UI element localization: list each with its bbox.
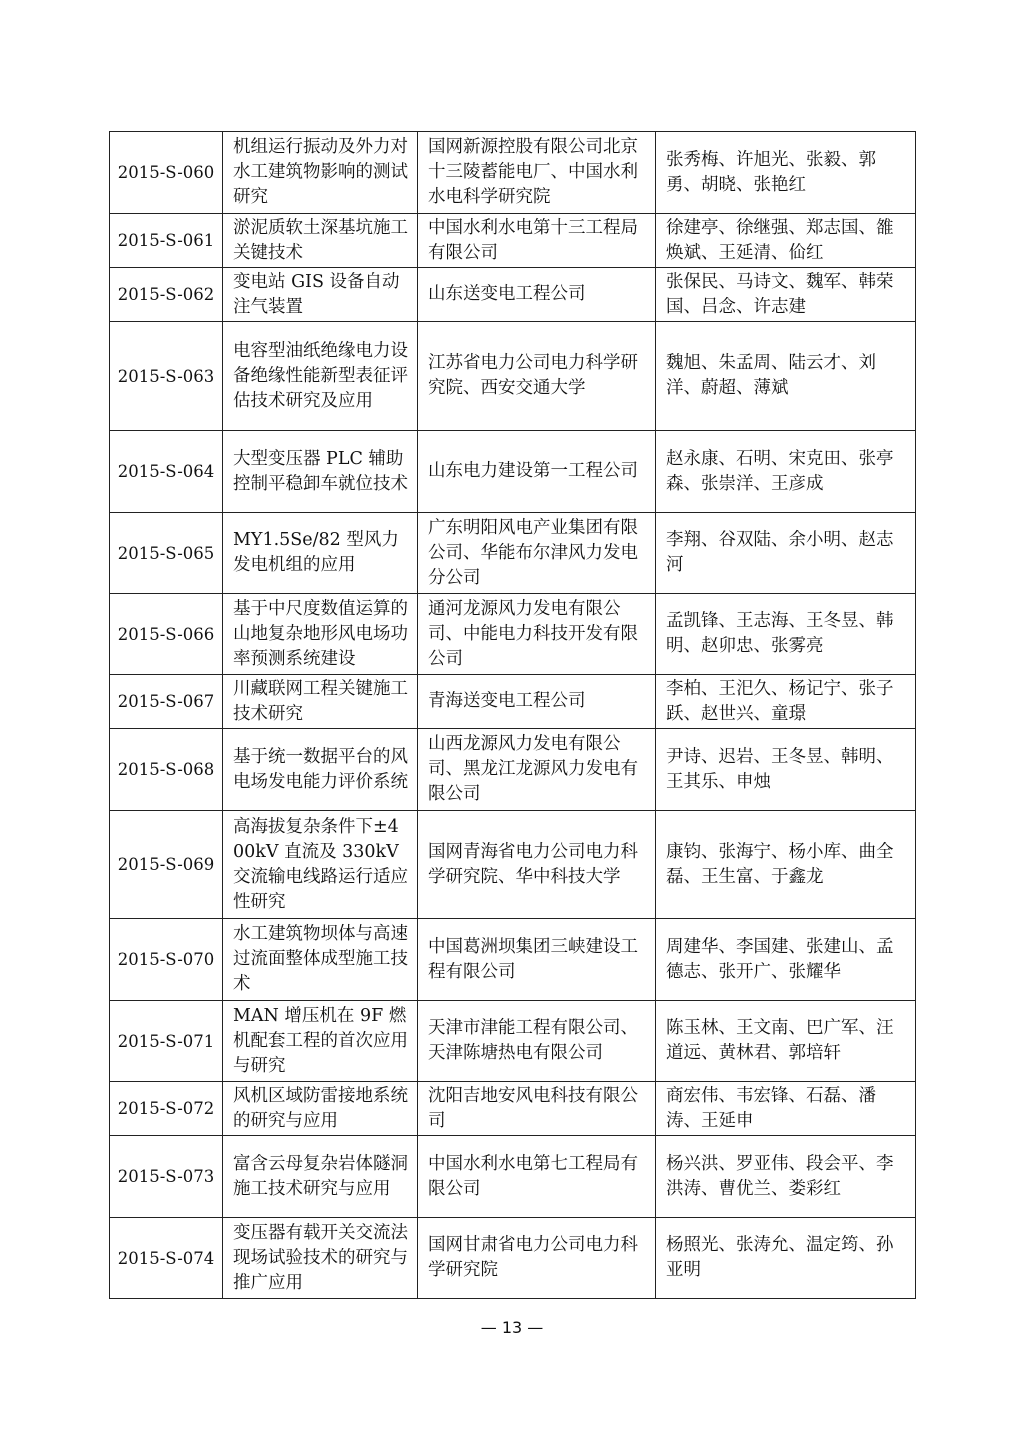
project-code-cell: 2015-S-063 (110, 322, 223, 431)
organization-cell: 通河龙源风力发电有限公司、中能电力科技开发有限公司 (418, 594, 656, 675)
project-name-cell: 基于统一数据平台的风电场发电能力评价系统 (223, 729, 418, 811)
personnel-cell: 赵永康、石明、宋克田、张亭森、张崇洋、王彦成 (656, 431, 916, 513)
project-name-cell: 基于中尺度数值运算的山地复杂地形风电场功率预测系统建设 (223, 594, 418, 675)
personnel-cell: 商宏伟、韦宏锋、石磊、潘涛、王延申 (656, 1082, 916, 1136)
project-name-cell: 机组运行振动及外力对水工建筑物影响的测试研究 (223, 132, 418, 214)
personnel-cell: 尹诗、迟岩、王冬昱、韩明、王其乐、申烛 (656, 729, 916, 811)
project-name-cell: MY1.5Se/82 型风力发电机组的应用 (223, 513, 418, 594)
project-code-cell: 2015-S-069 (110, 811, 223, 919)
table-row (110, 268, 916, 322)
personnel-cell: 张保民、马诗文、魏军、韩荣国、吕念、许志建 (656, 268, 916, 322)
organization-cell: 国网甘肃省电力公司电力科学研究院 (418, 1218, 656, 1299)
project-name-cell: 川藏联网工程关键施工技术研究 (223, 675, 418, 729)
table-row (110, 132, 916, 214)
project-code-cell: 2015-S-061 (110, 214, 223, 268)
project-code-cell: 2015-S-070 (110, 919, 223, 1001)
project-code-cell: 2015-S-068 (110, 729, 223, 811)
organization-cell: 山东电力建设第一工程公司 (418, 431, 656, 513)
award-table (109, 131, 916, 1299)
organization-cell: 国网新源控股有限公司北京十三陵蓄能电厂、中国水利水电科学研究院 (418, 132, 656, 214)
organization-cell: 国网青海省电力公司电力科学研究院、华中科技大学 (418, 811, 656, 919)
project-name-cell: 高海拔复杂条件下±400kV 直流及 330kV 交流输电线路运行适应性研究 (223, 811, 418, 919)
project-name-cell: 变压器有载开关交流法现场试验技术的研究与推广应用 (223, 1218, 418, 1299)
organization-cell: 山东送变电工程公司 (418, 268, 656, 322)
table-row (110, 1218, 916, 1299)
personnel-cell: 张秀梅、许旭光、张毅、郭勇、胡晓、张艳红 (656, 132, 916, 214)
personnel-cell: 康钧、张海宁、杨小库、曲全磊、王生富、于鑫龙 (656, 811, 916, 919)
project-name-cell: 大型变压器 PLC 辅助控制平稳卸车就位技术 (223, 431, 418, 513)
project-name-cell: 风机区域防雷接地系统的研究与应用 (223, 1082, 418, 1136)
organization-cell: 中国水利水电第十三工程局有限公司 (418, 214, 656, 268)
project-code-cell: 2015-S-060 (110, 132, 223, 214)
project-code-cell: 2015-S-064 (110, 431, 223, 513)
project-code-cell: 2015-S-067 (110, 675, 223, 729)
project-name-cell: 淤泥质软土深基坑施工关键技术 (223, 214, 418, 268)
organization-cell: 广东明阳风电产业集团有限公司、华能布尔津风力发电分公司 (418, 513, 656, 594)
table-row (110, 729, 916, 811)
table-row (110, 1136, 916, 1218)
table-row (110, 1082, 916, 1136)
personnel-cell: 魏旭、朱孟周、陆云才、刘洋、蔚超、薄斌 (656, 322, 916, 431)
organization-cell: 青海送变电工程公司 (418, 675, 656, 729)
project-code-cell: 2015-S-074 (110, 1218, 223, 1299)
personnel-cell: 孟凯锋、王志海、王冬昱、韩明、赵卯忠、张雾亮 (656, 594, 916, 675)
project-name-cell: 电容型油纸绝缘电力设备绝缘性能新型表征评估技术研究及应用 (223, 322, 418, 431)
table-row (110, 675, 916, 729)
project-name-cell: MAN 增压机在 9F 燃机配套工程的首次应用与研究 (223, 1001, 418, 1082)
project-code-cell: 2015-S-066 (110, 594, 223, 675)
table-row (110, 594, 916, 675)
table-row (110, 919, 916, 1001)
table-row (110, 811, 916, 919)
project-name-cell: 富含云母复杂岩体隧洞施工技术研究与应用 (223, 1136, 418, 1218)
personnel-cell: 李柏、王汜久、杨记宁、张子跃、赵世兴、童璟 (656, 675, 916, 729)
table-body (110, 132, 916, 1299)
organization-cell: 沈阳吉地安风电科技有限公司 (418, 1082, 656, 1136)
project-code-cell: 2015-S-071 (110, 1001, 223, 1082)
table-row (110, 322, 916, 431)
organization-cell: 江苏省电力公司电力科学研究院、西安交通大学 (418, 322, 656, 431)
personnel-cell: 杨照光、张涛允、温定筠、孙亚明 (656, 1218, 916, 1299)
table-row (110, 214, 916, 268)
project-code-cell: 2015-S-072 (110, 1082, 223, 1136)
organization-cell: 天津市津能工程有限公司、天津陈塘热电有限公司 (418, 1001, 656, 1082)
project-code-cell: 2015-S-062 (110, 268, 223, 322)
table-row (110, 431, 916, 513)
project-name-cell: 变电站 GIS 设备自动注气装置 (223, 268, 418, 322)
personnel-cell: 陈玉林、王文南、巴广军、汪道远、黄林君、郭培轩 (656, 1001, 916, 1082)
project-code-cell: 2015-S-065 (110, 513, 223, 594)
organization-cell: 中国水利水电第七工程局有限公司 (418, 1136, 656, 1218)
personnel-cell: 杨兴洪、罗亚伟、段会平、李洪涛、曹优兰、娄彩红 (656, 1136, 916, 1218)
personnel-cell: 徐建亭、徐继强、郑志国、雒焕斌、王延清、佡红 (656, 214, 916, 268)
page-number: — 13 — (480, 1318, 544, 1337)
table-row (110, 1001, 916, 1082)
project-name-cell: 水工建筑物坝体与高速过流面整体成型施工技术 (223, 919, 418, 1001)
personnel-cell: 李翔、谷双陆、余小明、赵志河 (656, 513, 916, 594)
table-row (110, 513, 916, 594)
personnel-cell: 周建华、李国建、张建山、孟德志、张开广、张耀华 (656, 919, 916, 1001)
project-code-cell: 2015-S-073 (110, 1136, 223, 1218)
organization-cell: 山西龙源风力发电有限公司、黑龙江龙源风力发电有限公司 (418, 729, 656, 811)
organization-cell: 中国葛洲坝集团三峡建设工程有限公司 (418, 919, 656, 1001)
